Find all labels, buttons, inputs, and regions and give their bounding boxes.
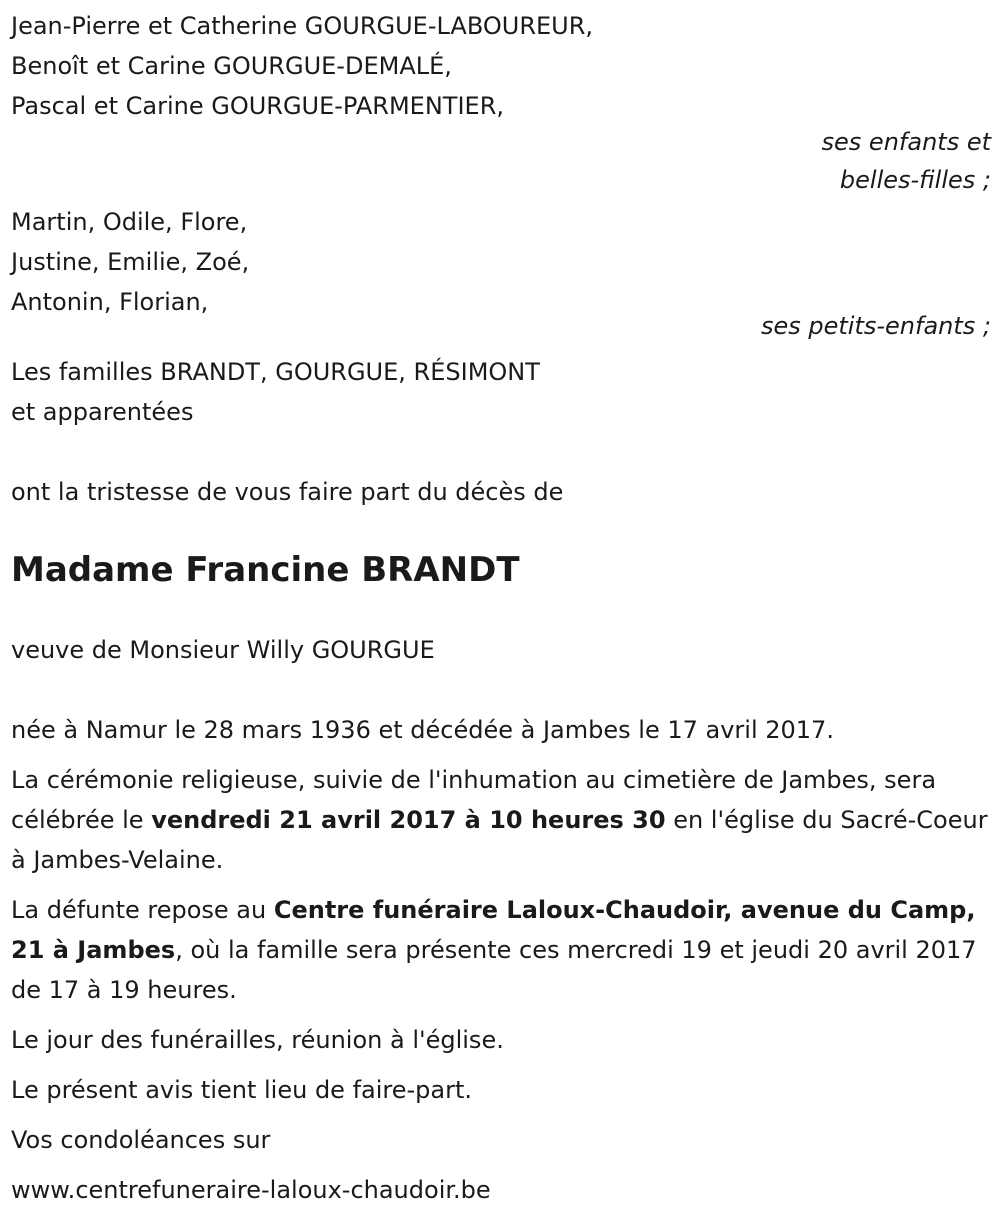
grandchildren-section — [11, 202, 991, 346]
families-section — [11, 352, 991, 432]
repose-paragraph — [11, 890, 991, 1010]
grandchildren-line-1: Martin, Odile, Flore, — [11, 208, 248, 236]
ceremony-text-before: La cérémonie religieuse, suivie de l'inhumation au cimetière de Jambes, sera célébrée le — [11, 766, 937, 834]
grandchildren-line-3: Antonin, Florian, — [11, 288, 209, 316]
grandchildren-role: ses petits-enfants ; — [760, 312, 991, 340]
announcement-text: ont la tristesse de vous faire part du décès de — [11, 478, 564, 506]
children-role-line-2: belles-filles ; — [839, 166, 991, 194]
condolences-text: Vos condoléances sur — [11, 1126, 271, 1154]
families-line-1: Les familles BRANDT, GOURGUE, RÉSIMONT — [11, 358, 540, 386]
ceremony-paragraph — [11, 760, 991, 880]
children-section — [11, 6, 991, 200]
repose-text-before: La défunte repose au — [11, 896, 274, 924]
children-role-line-1: ses enfants et — [821, 128, 991, 156]
obituary-notice — [11, 6, 991, 1210]
funeral-home-address: Centre funéraire Laloux-Chaudoir, avenue du Camp, 21 à Jambes — [11, 896, 976, 964]
notice-text: Le présent avis tient lieu de faire-part. — [11, 1076, 473, 1104]
children-line-2: Benoît et Carine GOURGUE-DEMALÉ, — [11, 52, 452, 80]
families-line-2: et apparentées — [11, 398, 194, 426]
deceased-name: Madame Francine BRANDT — [11, 550, 520, 590]
children-line-3: Pascal et Carine GOURGUE-PARMENTIER, — [11, 92, 504, 120]
condolences-website-link[interactable]: www.centrefuneraire-laloux-chaudoir.be — [11, 1176, 491, 1204]
widow-of-text: veuve de Monsieur Willy GOURGUE — [11, 636, 435, 664]
birth-death-text: née à Namur le 28 mars 1936 et décédée à Jambes le 17 avril 2017. — [11, 716, 834, 744]
repose-text-after: , où la famille sera présente ces mercredi 19 et jeudi 20 avril 2017 de 17 à 19 heures. — [11, 936, 977, 1004]
grandchildren-line-2: Justine, Emilie, Zoé, — [11, 248, 250, 276]
ceremony-text-after: en l'église du Sacré-Coeur à Jambes-Velaine. — [11, 806, 988, 874]
ceremony-date-time: vendredi 21 avril 2017 à 10 heures 30 — [151, 806, 666, 834]
funeral-day-text: Le jour des funérailles, réunion à l'église. — [11, 1026, 504, 1054]
children-line-1: Jean-Pierre et Catherine GOURGUE-LABOUREUR, — [11, 12, 594, 40]
